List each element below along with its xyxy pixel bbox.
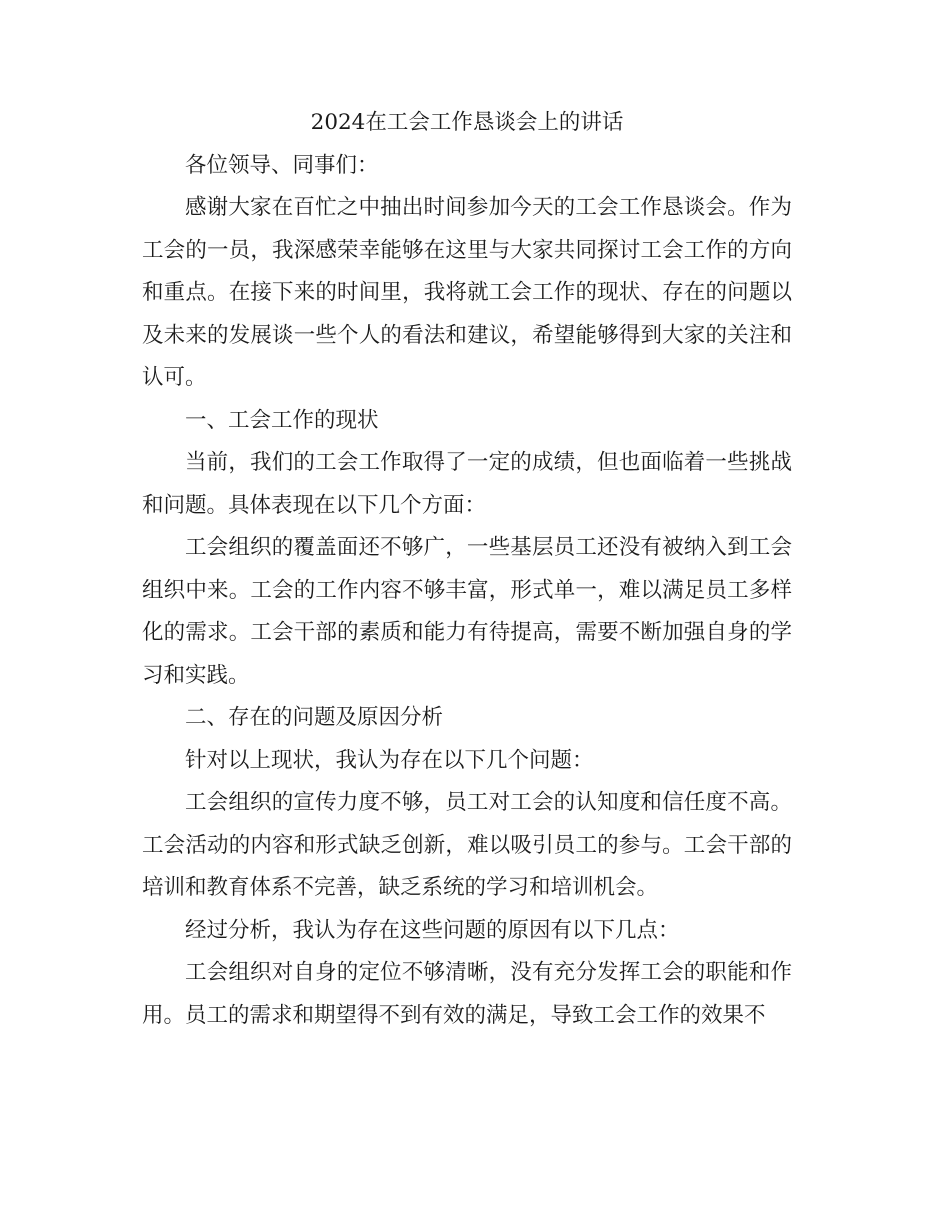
- body-paragraph: 工会组织的宣传力度不够，员工对工会的认知度和信任度不高。工会活动的内容和形式缺乏创新，难以吸引员工的参与。工会干部的培训和教育体系不完善，缺乏系统的学习和培训机会。: [142, 790, 792, 900]
- section-heading-1: 一、工会工作的现状: [185, 407, 379, 433]
- body-paragraph: 当前，我们的工会工作取得了一定的成绩，但也面临着一些挑战和问题。具体表现在以下几个方面：: [142, 450, 792, 518]
- document-body: [142, 102, 792, 1037]
- body-paragraph: 经过分析，我认为存在这些问题的原因有以下几点：: [185, 917, 680, 943]
- salutation: 各位领导、同事们：: [185, 152, 379, 178]
- section-heading-2: 二、存在的问题及原因分析: [185, 705, 444, 730]
- body-paragraph: 针对以上现状，我认为存在以下几个问题：: [185, 747, 594, 773]
- intro-paragraph: 感谢大家在百忙之中抽出时间参加今天的工会工作恳谈会。作为工会的一员，我深感荣幸能够在这里与大家共同探讨工会工作的方向和重点。在接下来的时间里，我将就工会工作的现状、存在的问题以及未来的发展谈一些个人的看法和建议，希望能够得到大家的关注和认可。: [142, 195, 792, 390]
- body-paragraph: 工会组织对自身的定位不够清晰，没有充分发挥工会的职能和作用。员工的需求和期望得不到有效的满足，导致工会工作的效果不: [142, 960, 792, 1028]
- document-title: 2024在工会工作恳谈会上的讲话: [310, 110, 624, 135]
- body-paragraph: 工会组织的覆盖面还不够广，一些基层员工还没有被纳入到工会组织中来。工会的工作内容不够丰富，形式单一，难以满足员工多样化的需求。工会干部的素质和能力有待提高，需要不断加强自身的学习和实践。: [142, 535, 792, 688]
